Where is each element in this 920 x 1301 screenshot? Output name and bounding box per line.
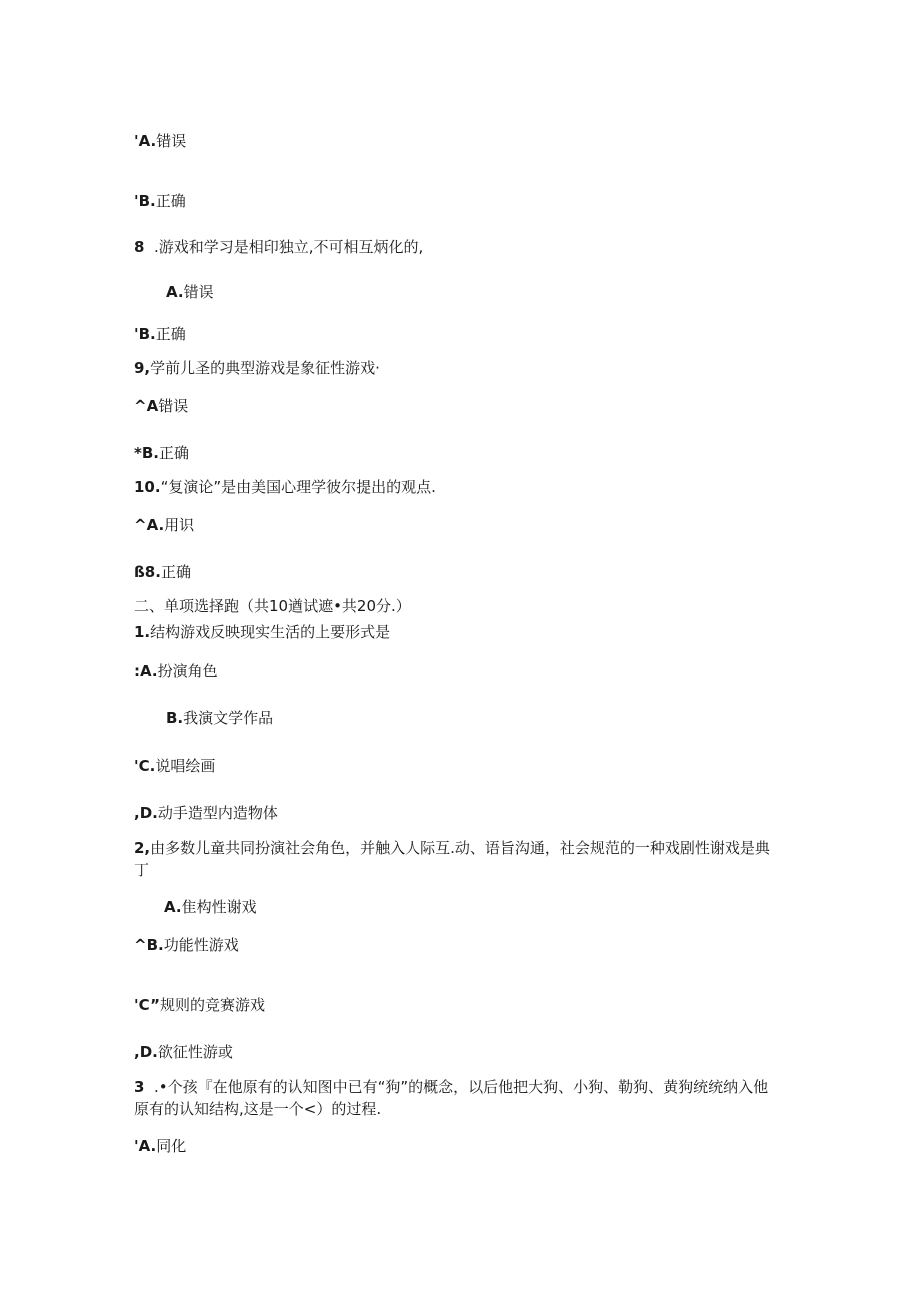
option-text: 正确 (160, 563, 191, 581)
option-marker: 'A. (134, 1137, 157, 1155)
option-text: 功能性游戏 (163, 936, 239, 954)
option-text: 用识 (164, 516, 195, 534)
question-text: “复演论”是由美国心理学彼尔提出的观点. (160, 478, 436, 496)
option-text: 错误 (183, 283, 214, 301)
question-number: 9, (134, 359, 151, 377)
option-text: 正确 (155, 325, 186, 343)
question-line (134, 237, 423, 257)
option-text: 错误 (156, 132, 187, 150)
option-marker: A. (166, 283, 184, 301)
option-text: 规则的竞赛游戏 (160, 996, 266, 1014)
question-line (134, 358, 380, 378)
option-b-line (134, 443, 189, 463)
option-marker: A. (164, 898, 182, 916)
option-marker: :A. (134, 662, 158, 680)
question-line (134, 477, 436, 497)
option-marker: ^B. (134, 936, 164, 954)
option-c-line (134, 995, 265, 1015)
question-line (134, 622, 390, 642)
option-c-line (134, 756, 215, 776)
option-text: 正确 (158, 444, 189, 462)
question-number: 3 (134, 1078, 145, 1096)
option-b-line (134, 935, 239, 955)
option-marker: 'B. (134, 192, 156, 210)
option-b-line (166, 708, 273, 728)
option-d-line (134, 803, 278, 823)
option-b-line (134, 562, 191, 582)
option-marker: ^A (134, 397, 159, 415)
option-marker: ß8. (134, 563, 161, 581)
option-marker: 'C” (134, 996, 161, 1014)
option-a-line (134, 396, 188, 416)
question-text: .•个孩『在他原有的认知图中已有“狗”的概念，以后他把大狗、小狗、勒狗、黄狗统统纳入他原有的认知结构,这是一个<）的过程. (134, 1078, 769, 1118)
section-heading-text: 二、单项选择跑（共10遒试遮•共20分.） (134, 597, 411, 615)
option-b-line (134, 191, 186, 211)
question-text: 由多数儿童共同扮演社会角色，并触入人际互.动、语旨沟通，社会规范的一种戏剧性谢戏是典丁 (134, 839, 770, 879)
option-a-line (166, 282, 214, 302)
option-a-line (134, 1136, 186, 1156)
option-marker: *B. (134, 444, 159, 462)
option-text: 同化 (156, 1137, 187, 1155)
question-number: 1. (134, 623, 151, 641)
option-marker: ^A. (134, 516, 165, 534)
question-text: 结构游戏反映现实生活的上要形式是 (150, 623, 391, 641)
option-marker: 'C. (134, 757, 156, 775)
option-marker: ,D. (134, 1043, 158, 1061)
option-text: 隹构性谢戏 (181, 898, 257, 916)
option-text: 扮演角色 (157, 662, 218, 680)
question-number: 8 (134, 238, 145, 256)
option-a-line (164, 897, 257, 917)
option-marker: 'B. (134, 325, 156, 343)
question-line (134, 837, 774, 881)
option-a-line (134, 661, 218, 681)
option-a-line (134, 131, 186, 151)
option-text: 正确 (155, 192, 186, 210)
question-number: 2, (134, 839, 151, 857)
option-a-line (134, 515, 194, 535)
question-text: 学前儿圣的典型游戏是象征性游戏· (150, 359, 380, 377)
question-line (134, 1076, 774, 1120)
option-text: 我演文学作品 (183, 709, 274, 727)
section-heading (134, 596, 411, 616)
option-marker: B. (166, 709, 184, 727)
option-marker: ,D. (134, 804, 158, 822)
option-marker: 'A. (134, 132, 157, 150)
option-text: 错误 (158, 397, 189, 415)
option-text: 动手造型内造物体 (157, 804, 278, 822)
option-text: 说唱绘画 (155, 757, 216, 775)
option-text: 欲征性游或 (157, 1043, 233, 1061)
option-b-line (134, 324, 186, 344)
option-d-line (134, 1042, 233, 1062)
question-text: .游戏和学习是相印独立,不可相互炳化的, (144, 238, 424, 256)
question-number: 10. (134, 478, 161, 496)
